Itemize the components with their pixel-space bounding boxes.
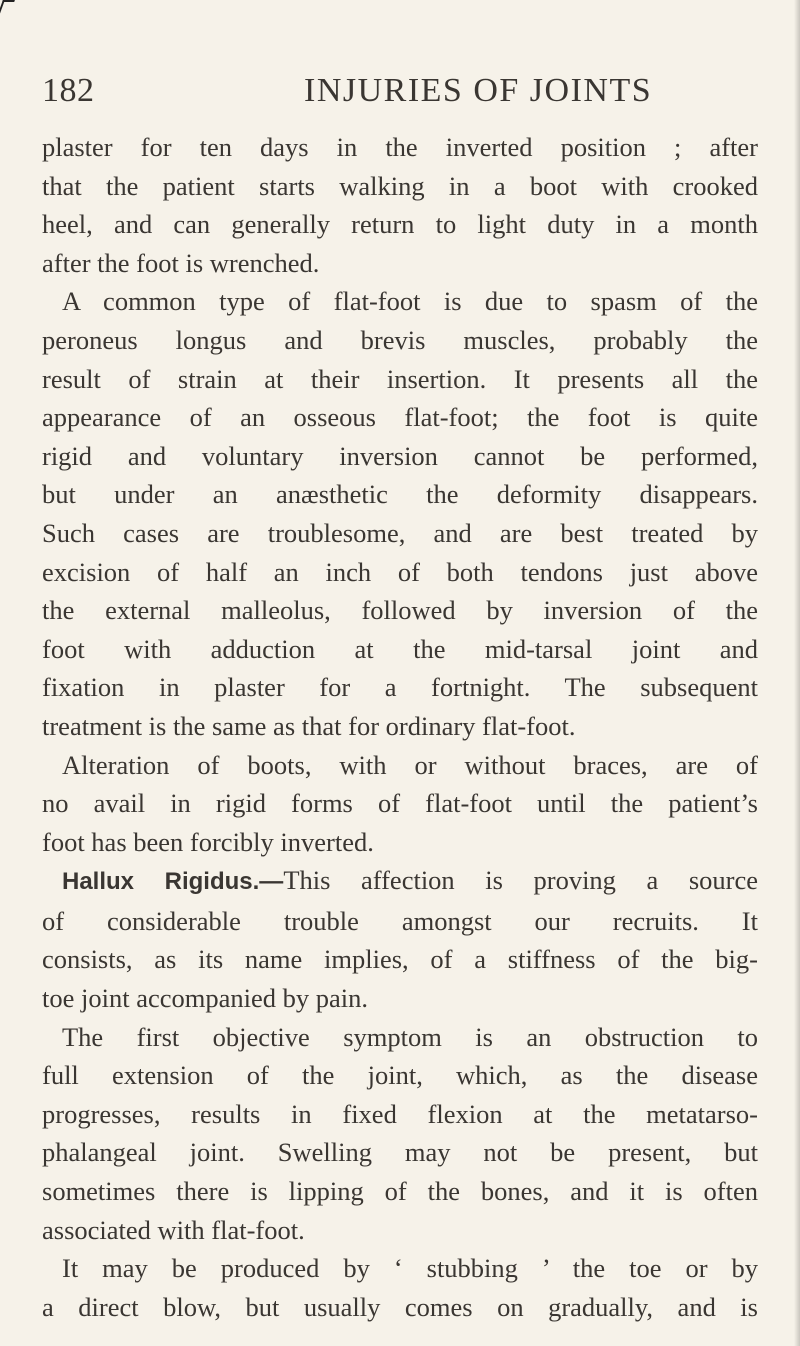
text-line: Such cases are troublesome, and are best treated by bbox=[42, 517, 758, 548]
text-line: peroneus longus and brevis muscles, probably the bbox=[42, 324, 758, 355]
text-line: foot has been forcibly inverted. bbox=[42, 826, 374, 857]
text-line: heel, and can generally return to light duty in a month bbox=[42, 209, 758, 240]
text-line: excision of half an inch of both tendons just above bbox=[42, 556, 758, 587]
text-line: fixation in plaster for a fortnight. The subsequent bbox=[42, 672, 758, 703]
text-line: toe joint accompanied by pain. bbox=[42, 983, 368, 1014]
scan-edge-shadow bbox=[794, 0, 800, 1346]
text-line: foot with adduction at the mid-tarsal joint and bbox=[42, 633, 758, 664]
section-heading: Hallux Rigidus.— bbox=[62, 868, 284, 896]
scan-corner-mark bbox=[0, 0, 15, 16]
text-line: rigid and voluntary inversion cannot be performed, bbox=[42, 440, 758, 471]
text-line: a direct blow, but usually comes on gradually, and is bbox=[42, 1291, 758, 1322]
text-line: A common type of flat-foot is due to spasm of the bbox=[62, 286, 758, 317]
page-header bbox=[42, 72, 758, 116]
text-line: result of strain at their insertion. It presents all the bbox=[42, 363, 758, 394]
text-line: full extension of the joint, which, as the disease bbox=[42, 1060, 758, 1091]
text-line: associated with flat-foot. bbox=[42, 1214, 305, 1245]
text-line: but under an anæsthetic the deformity disappears. bbox=[42, 479, 758, 510]
text-line: plaster for ten days in the inverted position ; after bbox=[42, 132, 758, 162]
body-text bbox=[42, 128, 758, 1326]
text-line: the external malleolus, followed by inversion of the bbox=[42, 595, 758, 626]
section-heading-line bbox=[42, 861, 758, 902]
text-line: The first objective symptom is an obstruction to bbox=[62, 1021, 758, 1052]
text-line: It may be produced by ‘ stubbing ’ the toe or by bbox=[62, 1253, 758, 1284]
running-title: INJURIES OF JOINTS bbox=[304, 72, 653, 109]
text-line: sometimes there is lipping of the bones, and it is often bbox=[42, 1176, 758, 1207]
page-number: 182 bbox=[42, 72, 95, 109]
text-line: phalangeal joint. Swelling may not be present, but bbox=[42, 1137, 758, 1168]
text-line: appearance of an osseous flat-foot; the foot is quite bbox=[42, 402, 758, 433]
text-line: Alteration of boots, with or without braces, are of bbox=[62, 749, 758, 780]
text-line: no avail in rigid forms of flat-foot until the patient’s bbox=[42, 788, 758, 819]
text-line: progresses, results in fixed flexion at the metatarso- bbox=[42, 1098, 758, 1129]
text-line: consists, as its name implies, of a stiffness of the big- bbox=[42, 944, 758, 975]
text-line: of considerable trouble amongst our recruits. It bbox=[42, 905, 758, 936]
text-line-run: This affection is proving a source bbox=[283, 865, 758, 896]
text-line: that the patient starts walking in a boot with crooked bbox=[42, 170, 758, 201]
text-line: treatment is the same as that for ordinary flat-foot. bbox=[42, 710, 576, 741]
text-line: after the foot is wrenched. bbox=[42, 247, 320, 278]
